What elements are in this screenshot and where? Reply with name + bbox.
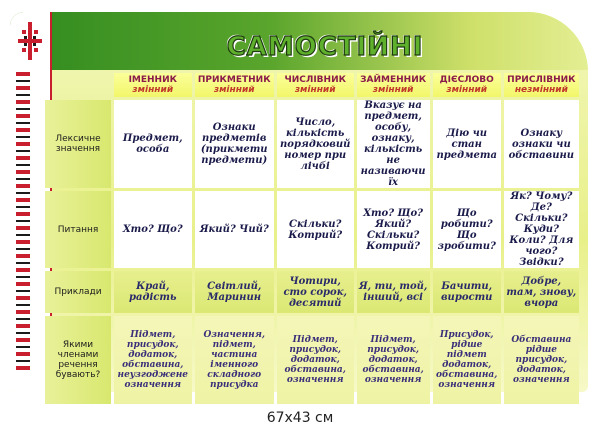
column-name: ЗАЙМЕННИК [360,75,427,85]
column-header [357,73,430,97]
table-header-row [45,73,579,97]
table-cell: Присудок, рідше підмет додаток, обставина, означення [433,316,501,404]
table-cell: Хто? Що? Який? Скільки? Котрий? [357,191,430,268]
table-cell: Ознаку ознаки чи обставини [504,100,579,188]
table-cell: Підмет, присудок, додаток, обставина, означення [357,316,430,404]
column-kind: змінний [132,85,174,95]
table-cell: Бачити, вирости [433,271,501,313]
row-label: Приклади [45,271,111,313]
row-label: Лексичне значення [45,100,111,188]
page-title: САМОСТІЙНІ [226,32,424,62]
table-cell: Вказує на предмет, особу, ознаку, кількість не називаючи їх [357,100,430,188]
column-name: ДІЄСЛОВО [439,75,494,85]
embroidery-strip [16,72,30,372]
table-cell: Дію чи стан предмета [433,100,501,188]
table-cell: Що робити? Що зробити? [433,191,501,268]
column-header [277,73,354,97]
column-header [114,73,192,97]
row-label: Питання [45,191,111,268]
column-kind: незмінний [514,85,568,95]
column-kind: змінний [294,85,336,95]
table-corner [45,73,111,97]
row-label: Якими членами речення бувають? [45,316,111,404]
table-row [45,191,579,268]
parts-of-speech-table [42,70,582,407]
column-kind: змінний [446,85,488,95]
column-header [433,73,501,97]
table-cell: Я, ти, той, інший, всі [357,271,430,313]
table-cell: Обставина рідше присудок, додаток, означення [504,316,579,404]
table-row [45,316,579,404]
table-row [45,271,579,313]
size-caption: 67х43 см [266,410,334,426]
table-cell: Ознаки предметів (прикмети предмети) [195,100,274,188]
table-cell: Підмет, присудок, додаток, обставина, означення [277,316,354,404]
column-name: ЧИСЛІВНИК [284,75,346,85]
table-cell: Чотири, сто сорок, десятий [277,271,354,313]
column-kind: змінний [372,85,414,95]
column-name: ПРИСЛІВНИК [507,75,576,85]
table-cell: Світлий, Маринин [195,271,274,313]
table-row [45,100,579,188]
table-cell: Хто? Що? [114,191,192,268]
table-cell: Скільки? Котрий? [277,191,354,268]
table-cell: Добре, там, знову, вчора [504,271,579,313]
table-cell: Як? Чому? Де? Скільки? Куди? Коли? Для чого? Звідки? [504,191,579,268]
table-cell: Підмет, присудок, додаток, обставина, неузгоджене означення [114,316,192,404]
table-cell: Предмет, особа [114,100,192,188]
table-cell: Який? Чий? [195,191,274,268]
embroidery-motif-icon [14,18,46,64]
column-header [195,73,274,97]
column-header [504,73,579,97]
column-kind: змінний [213,85,255,95]
table-cell: Край, радість [114,271,192,313]
column-name: ІМЕННИК [128,75,177,85]
table-cell: Число, кількість порядковий номер при лічбі [277,100,354,188]
table-cell: Означення, підмет, частина іменного складного присудка [195,316,274,404]
column-name: ПРИКМЕТНИК [197,75,271,85]
